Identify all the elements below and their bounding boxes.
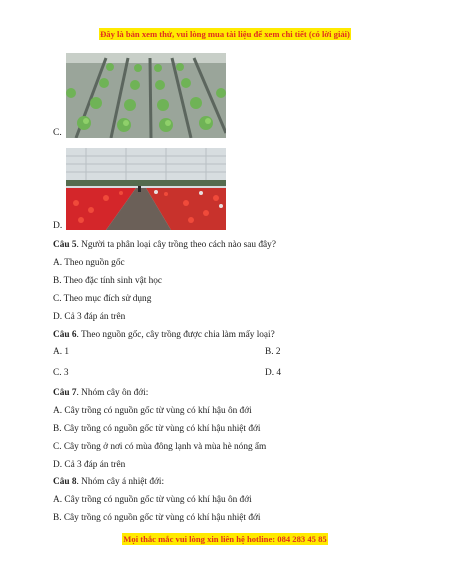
q7-option-b: B. Cây trồng có nguồn gốc từ vùng có khí hậu nhiệt đới: [53, 424, 261, 434]
q6-option-b: B. 2: [265, 347, 281, 357]
question-6: [53, 330, 275, 340]
q8-option-a: A. Cây trồng có nguồn gốc từ vùng có khí hậu ôn đới: [53, 495, 252, 505]
question-5: [53, 240, 276, 250]
question-number: Câu 6: [53, 330, 77, 340]
question-text: . Nhóm cây ôn đới:: [76, 388, 149, 398]
question-text: . Nhóm cây á nhiệt đới:: [76, 477, 165, 487]
question-text: . Người ta phân loại cây trồng theo cách nào sau đây?: [76, 240, 276, 250]
q5-option-d: D. Cả 3 đáp án trên: [53, 312, 126, 322]
q8-option-b: B. Cây trồng có nguồn gốc từ vùng có khí hậu nhiệt đới: [53, 513, 261, 523]
question-number: Câu 5: [53, 240, 77, 250]
option-c-label: C.: [53, 128, 62, 138]
hotline-banner: Mọi thắc mắc vui lòng xin liên hệ hotline: 084 283 45 85: [123, 534, 327, 544]
greenhouse-lettuce-photo: [66, 53, 226, 138]
question-number: Câu 8: [53, 477, 77, 487]
q5-option-a: A. Theo nguồn gốc: [53, 258, 125, 268]
question-8: [53, 477, 164, 487]
q6-option-a: A. 1: [53, 347, 70, 357]
question-number: Câu 7: [53, 388, 77, 398]
preview-banner: Đây là bản xem thử, vui lòng mua tài liệu để xem chi tiết (có lời giải): [100, 29, 350, 39]
q6-option-c: C. 3: [53, 368, 69, 378]
q7-option-a: A. Cây trồng có nguồn gốc từ vùng có khí hậu ôn đới: [53, 406, 252, 416]
q5-option-b: B. Theo đặc tính sinh vật học: [53, 276, 163, 286]
q5-option-c: C. Theo mục đích sử dụng: [53, 294, 152, 304]
greenhouse-flowers-photo: [66, 148, 226, 230]
option-d-label: D.: [53, 221, 63, 231]
question-text: . Theo nguồn gốc, cây trồng được chia làm mấy loại?: [76, 330, 275, 340]
question-7: [53, 388, 148, 398]
q7-option-d: D. Cả 3 đáp án trên: [53, 460, 126, 470]
q6-option-d: D. 4: [265, 368, 282, 378]
q7-option-c: C. Cây trồng ở nơi có mùa đông lạnh và mùa hè nóng ẩm: [53, 442, 267, 452]
